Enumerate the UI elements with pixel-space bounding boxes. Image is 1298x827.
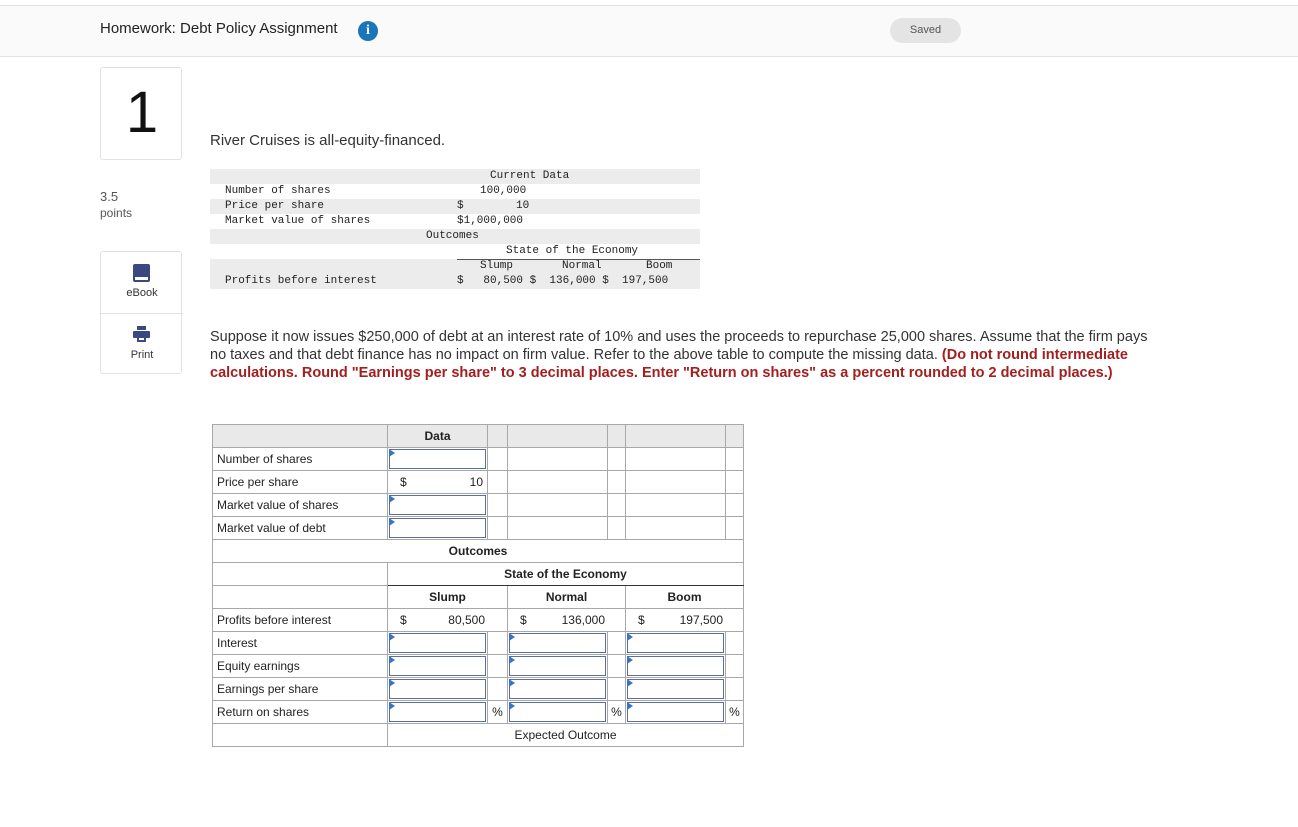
instructions-text: Suppose it now issues $250,000 of debt at an interest rate of 10% and uses the proceeds to repurchase 25,000 shares. Assume that the firm pays no taxes and that debt finance has no impact on firm value. Refer to the above table to compute the missing data. (210, 329, 1148, 363)
printer-icon (133, 326, 150, 342)
pt-state-header: State of the Economy (506, 245, 639, 257)
interest-normal-input[interactable] (508, 632, 608, 655)
profits-normal: $ 136,000 (508, 609, 626, 632)
price-cell (388, 471, 488, 494)
mv-debt-input[interactable] (388, 517, 488, 540)
pt-value-shares: 100,000 (480, 185, 527, 197)
answer-table (212, 424, 744, 747)
return-normal-input[interactable] (508, 701, 608, 724)
saved-badge: Saved (890, 18, 961, 43)
price-dollar: $ (400, 475, 407, 489)
pt-profits-label: Profits before interest (225, 275, 377, 287)
ebook-label: eBook (126, 287, 158, 299)
question-intro: River Cruises is all-equity-financed. (210, 132, 446, 149)
pt-label-mv: Market value of shares (225, 215, 371, 227)
row-label-mv-shares: Market value of shares (213, 494, 388, 517)
pt-label-price: Price per share (225, 200, 325, 212)
question-number: 1 (125, 80, 159, 145)
assignment-header (0, 5, 1298, 57)
mv-shares-input[interactable] (388, 494, 488, 517)
return-slump-input[interactable] (388, 701, 488, 724)
eps-normal-input[interactable] (508, 678, 608, 701)
assignment-title: Homework: Debt Policy Assignment (100, 20, 338, 37)
profits-slump: $ 80,500 (388, 609, 508, 632)
col-normal: Normal (508, 586, 626, 609)
row-label-eps: Earnings per share (213, 678, 388, 701)
pt-profits-values: $ 80,500 $ 136,000 $ 197,500 (457, 275, 669, 287)
equity-slump-input[interactable] (388, 655, 488, 678)
points-label: points (100, 206, 133, 220)
percent-sign-normal: % (608, 701, 626, 724)
instructions-rounding: (Do not round intermediate calculations. Round "Earnings per share" to 3 decimal places. Enter "Return on shares" as a percent rounded to 2 decimal places.) (210, 347, 1128, 381)
row-label-shares: Number of shares (213, 448, 388, 471)
tools-panel (100, 251, 182, 374)
percent-sign-slump: % (488, 701, 508, 724)
eps-slump-input[interactable] (388, 678, 488, 701)
row-label-price: Price per share (213, 471, 388, 494)
question-number-box (100, 67, 182, 160)
points-value: 3.5 (100, 189, 119, 204)
row-label-equity-earnings: Equity earnings (213, 655, 388, 678)
interest-boom-input[interactable] (626, 632, 726, 655)
eps-boom-input[interactable] (626, 678, 726, 701)
equity-normal-input[interactable] (508, 655, 608, 678)
row-label-interest: Interest (213, 632, 388, 655)
expected-outcome-label: Expected Outcome (388, 724, 744, 747)
outcomes-label: Outcomes (213, 540, 744, 563)
instructions (210, 328, 1150, 382)
shares-input[interactable] (388, 448, 488, 471)
equity-boom-input[interactable] (626, 655, 726, 678)
pt-outcomes: Outcomes (426, 230, 479, 242)
pt-col-slump: Slump (480, 260, 514, 272)
print-label: Print (130, 349, 154, 361)
interest-slump-input[interactable] (388, 632, 488, 655)
print-button[interactable] (101, 313, 183, 374)
percent-sign-boom: % (726, 701, 744, 724)
pt-dollar-price: $ (457, 200, 464, 212)
problem-data-table (210, 168, 700, 298)
row-label-profits: Profits before interest (213, 609, 388, 632)
return-boom-input[interactable] (626, 701, 726, 724)
data-header: Data (388, 425, 488, 448)
pt-col-normal: Normal (562, 260, 602, 272)
price-value: 10 (469, 475, 483, 489)
row-label-mv-debt: Market value of debt (213, 517, 388, 540)
current-data-header: Current Data (490, 170, 570, 182)
pt-col-boom: Boom (646, 260, 673, 272)
col-boom: Boom (626, 586, 744, 609)
row-label-return: Return on shares (213, 701, 388, 724)
info-icon[interactable]: i (358, 21, 378, 41)
state-header: State of the Economy (388, 563, 744, 586)
profits-boom: $ 197,500 (626, 609, 744, 632)
pt-value-mv: $1,000,000 (457, 215, 524, 227)
book-icon (133, 264, 150, 282)
ebook-button[interactable] (101, 252, 183, 313)
pt-value-price: 10 (516, 200, 530, 212)
pt-label-shares: Number of shares (225, 185, 331, 197)
col-slump: Slump (388, 586, 508, 609)
